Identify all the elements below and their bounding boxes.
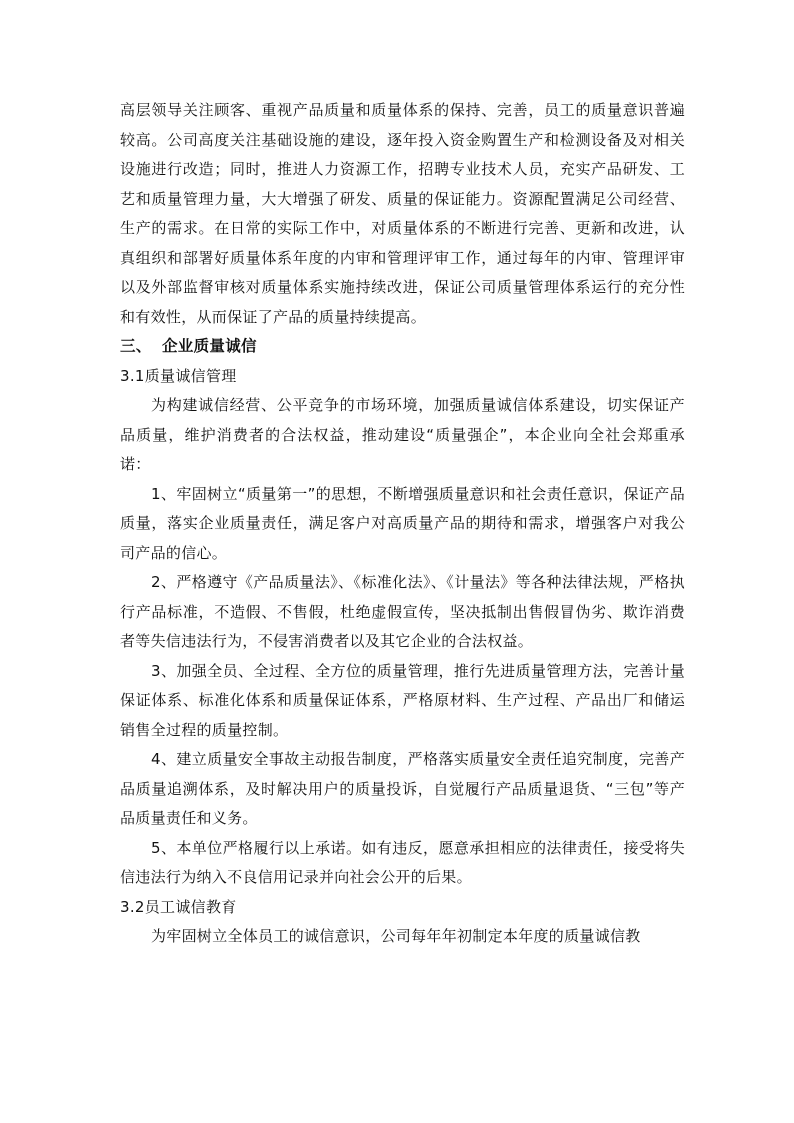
subsection-heading-3-1: 3.1质量诚信管理 bbox=[120, 366, 237, 385]
section-heading-3 bbox=[120, 332, 685, 362]
commitment-intro-paragraph: 为构建诚信经营、公平竞争的市场环境，加强质量诚信体系建设，切实保证产品质量，维护消费者的合法权益，推动建设“质量强企”，本企业向全社会郑重承诺： bbox=[120, 396, 685, 473]
commitment-item-3: 3、加强全员、全过程、全方位的质量管理，推行先进质量管理方法，完善计量保证体系、标准化体系和质量保证体系，严格原材料、生产过程、产品出厂和储运销售全过程的质量控制。 bbox=[120, 661, 685, 739]
commitment-item-1: 1、牢固树立“质量第一”的思想，不断增强质量意识和社会责任意识，保证产品质量，落实企业质量责任，满足客户对高质量产品的期待和需求，增强客户对我公司产品的信心。 bbox=[120, 484, 685, 562]
employee-education-paragraph: 为牢固树立全体员工的诚信意识，公司每年年初制定本年度的质量诚信教 bbox=[151, 927, 641, 945]
intro-paragraph: 高层领导关注顾客、重视产品质量和质量体系的保持、完善，员工的质量意识普遍较高。公司高度关注基础设施的建设，逐年投入资金购置生产和检测设备及对相关设施进行改造；同时，推进人力资源工作，招聘专业技术人员，充实产品研发、工艺和质量管理力量，大大增强了研发、质量的保证能力。资源配置满足公司经营、生产的需求。在日常的实际工作中，对质量体系的不断进行完善、更新和改进，认真组织和部署好质量体系年度的内审和管理评审工作，通过每年的内审、管理评审以及外部监督审核对质量体系实施持续改进，保证公司质量管理体系运行的充分性和有效性，从而保证了产品的质量持续提高。 bbox=[120, 101, 685, 326]
commitment-item-5: 5、本单位严格履行以上承诺。如有违反，愿意承担相应的法律责任，接受将失信违法行为纳入不良信用记录并向社会公开的后果。 bbox=[120, 838, 685, 886]
subsection-heading-3-2: 3.2员工诚信教育 bbox=[120, 897, 237, 916]
commitment-item-2: 2、严格遵守《产品质量法》、《标准化法》、《计量法》等各种法律法规，严格执行产品标准，不造假、不售假，杜绝虚假宣传，坚决抵制出售假冒伪劣、欺诈消费者等失信违法行为，不侵害消费者以及其它企业的合法权益。 bbox=[120, 573, 685, 650]
commitment-item-4: 4、建立质量安全事故主动报告制度，严格落实质量安全责任追究制度，完善产品质量追溯体系，及时解决用户的质量投诉，自觉履行产品质量退货、“三包”等产品质量责任和义务。 bbox=[120, 750, 685, 827]
document-body bbox=[120, 96, 685, 952]
section-title: 企业质量诚信 bbox=[162, 337, 257, 355]
section-number: 三、 bbox=[120, 337, 152, 355]
